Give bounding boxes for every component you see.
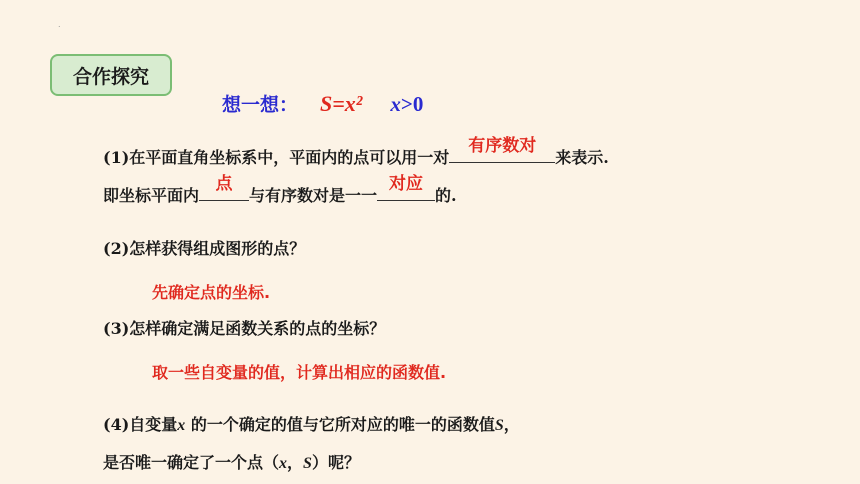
- q4-point-s: S: [303, 455, 312, 472]
- q4-text-4: 是否唯一确定了一个点（: [103, 453, 280, 472]
- think-line: [222, 90, 423, 117]
- q4-text-1: (4)自变量: [103, 415, 178, 434]
- q4-var-x: x: [177, 417, 186, 434]
- q4-var-s: S: [494, 417, 504, 434]
- domain-condition: [390, 92, 423, 116]
- blank-3: [377, 174, 435, 201]
- q4-point-x: x: [279, 455, 288, 472]
- formula: S=x²: [320, 91, 363, 116]
- think-label: 想一想：: [222, 94, 299, 116]
- q1-text-3: 即坐标平面内: [103, 186, 200, 205]
- blank-2: [199, 174, 249, 201]
- answer-q3: 取一些自变量的值，计算出相应的函数值.: [152, 363, 447, 382]
- condition-rest: >0: [400, 92, 424, 116]
- q1-text-2: 来表示.: [555, 148, 609, 167]
- question-4-line-2: [103, 450, 360, 473]
- section-badge: 合作探究: [50, 54, 172, 96]
- q4-text-2: 的一个确定的值与它所对应的唯一的函数值: [185, 415, 495, 434]
- blank-1: [449, 136, 555, 163]
- q4-text-3: ，: [503, 415, 520, 434]
- question-1-line-1: [103, 136, 609, 168]
- answer-2: 点: [215, 174, 233, 194]
- question-1-line-2: [103, 174, 457, 206]
- question-2: (2)怎样获得组成图形的点？: [103, 239, 306, 258]
- question-3: (3)怎样确定满足函数关系的点的坐标？: [103, 319, 386, 338]
- q1-text-4: 与有序数对是一一: [249, 186, 378, 205]
- answer-q2: 先确定点的坐标.: [152, 283, 271, 302]
- condition-var: x: [390, 92, 401, 116]
- q4-text-5: ，: [287, 453, 304, 472]
- corner-dot: .: [58, 20, 61, 29]
- answer-1: 有序数对: [468, 136, 537, 156]
- q4-text-6: ）呢？: [311, 453, 360, 472]
- answer-3: 对应: [389, 174, 424, 194]
- q1-text-1: (1)在平面直角坐标系中，平面内的点可以用一对: [103, 148, 450, 167]
- question-4-line-1: [103, 412, 520, 435]
- q1-text-5: 的.: [435, 186, 457, 205]
